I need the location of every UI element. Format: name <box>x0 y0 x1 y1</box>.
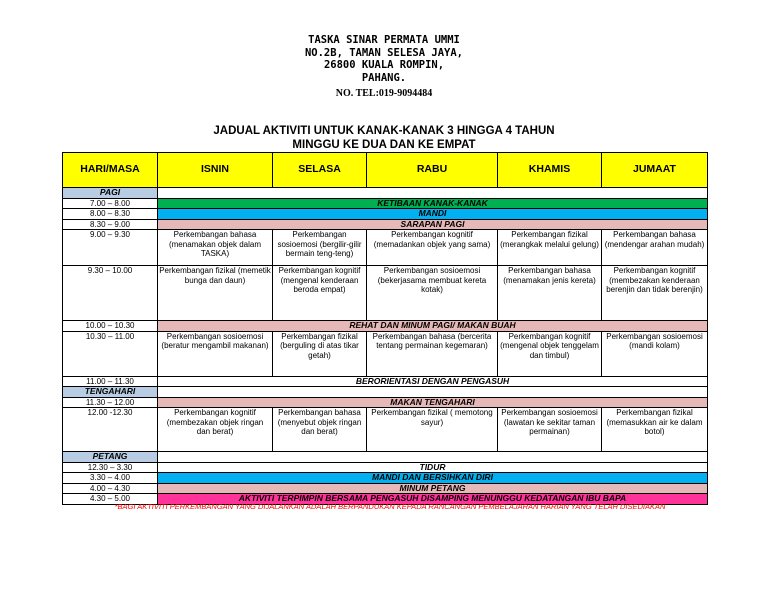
routine-band: MANDI DAN BERSIHKAN DIRI <box>158 473 708 484</box>
column-header: KHAMIS <box>498 153 602 188</box>
section-spacer <box>158 188 708 199</box>
footnote: *BAGI AKTIVITI PERKEMBANGAN YANG DIJALANKAN ADALAH BERPANDUKAN KEPADA RANCANGAN PEMBELAJARAN HARIAN YANG TELAH DISEDIAKAN <box>114 502 666 511</box>
activity-cell: Perkembangan fizikal (memetik bunga dan daun) <box>158 266 273 321</box>
activity-cell: Perkembangan fizikal ( memotong sayur) <box>367 408 498 452</box>
document-title <box>0 124 768 152</box>
column-header: RABU <box>367 153 498 188</box>
time-slot: 10.00 – 10.30 <box>63 321 158 332</box>
title-line-1: JADUAL AKTIVITI UNTUK KANAK-KANAK 3 HINGGA 4 TAHUN <box>213 125 555 137</box>
table-row <box>63 408 708 452</box>
time-slot: 12.00 -12.30 <box>63 408 158 452</box>
table-row <box>63 376 708 387</box>
time-slot: 9.00 – 9.30 <box>63 230 158 266</box>
time-slot: 8.00 – 8.30 <box>63 209 158 220</box>
routine-band: REHAT DAN MINUM PAGI/ MAKAN BUAH <box>158 321 708 332</box>
activity-cell: Perkembangan sosioemosi (bekerjasama membuat kereta kotak) <box>367 266 498 321</box>
routine-band: TIDUR <box>158 462 708 473</box>
activity-cell: Perkembangan sosioemosi (mandi kolam) <box>602 331 708 376</box>
section-spacer <box>158 452 708 463</box>
column-header: JUMAAT <box>602 153 708 188</box>
table-row <box>63 397 708 408</box>
activity-cell: Perkembangan kognitif (mengenal kenderaan beroda empat) <box>273 266 367 321</box>
activity-cell: Perkembangan bahasa (menamakan jenis kereta) <box>498 266 602 321</box>
column-header: SELASA <box>273 153 367 188</box>
column-header: HARI/MASA <box>63 153 158 188</box>
table-row <box>63 198 708 209</box>
table-row <box>63 331 708 376</box>
table-row <box>63 266 708 321</box>
table-row <box>63 219 708 230</box>
time-slot: 8.30 – 9.00 <box>63 219 158 230</box>
activity-cell: Perkembangan fizikal (merangkak melalui gelung) <box>498 230 602 266</box>
table-row <box>63 473 708 484</box>
section-label: PAGI <box>63 188 158 199</box>
routine-band: MAKAN TENGAHARI <box>158 397 708 408</box>
time-slot: 9.30 – 10.00 <box>63 266 158 321</box>
activity-cell: Perkembangan sosioemosi (bergilir-gilir bermain teng-teng) <box>273 230 367 266</box>
activity-cell: Perkembangan bahasa (mendengar arahan mudah) <box>602 230 708 266</box>
routine-band: AKTIVITI TERPIMPIN BERSAMA PENGASUH DISAMPING MENUNGGU KEDATANGAN IBU BAPA <box>158 494 708 505</box>
activity-cell: Perkembangan kognitif (membezakan objek ringan dan berat) <box>158 408 273 452</box>
routine-band: KETIBAAN KANAK-KANAK <box>158 198 708 209</box>
table-row <box>63 230 708 266</box>
table-row <box>63 387 708 398</box>
activity-cell: Perkembangan kognitif (memadankan objek yang sama) <box>367 230 498 266</box>
routine-band: MINUM PETANG <box>158 483 708 494</box>
activity-cell: Perkembangan sosioemosi (beratur mengambil makanan) <box>158 331 273 376</box>
activity-cell: Perkembangan bahasa (menyebut objek ringan dan berat) <box>273 408 367 452</box>
section-label: TENGAHARI <box>63 387 158 398</box>
activity-cell: Perkembangan fizikal (memasukkan air ke dalam botol) <box>602 408 708 452</box>
routine-band: MANDI <box>158 209 708 220</box>
activity-cell: Perkembangan sosioemosi (lawatan ke sekitar taman permainan) <box>498 408 602 452</box>
school-telephone: NO. TEL:019-9094484 <box>335 88 433 99</box>
title-line-2: MINGGU KE DUA DAN KE EMPAT <box>292 139 476 151</box>
activity-cell: Perkembangan bahasa (menamakan objek dalam TASKA) <box>158 230 273 266</box>
table-row <box>63 209 708 220</box>
school-address-line-1: NO.2B, TAMAN SELESA JAYA, <box>304 46 464 59</box>
section-label: PETANG <box>63 452 158 463</box>
activity-cell: Perkembangan kognitif (membezakan kenderaan berenjin dan tidak berenjin) <box>602 266 708 321</box>
time-slot: 4.30 – 5.00 <box>63 494 158 505</box>
school-address-line-3: PAHANG. <box>361 71 407 84</box>
time-slot: 7.00 – 8.00 <box>63 198 158 209</box>
school-address-line-2: 26800 KUALA ROMPIN, <box>323 59 445 71</box>
school-header <box>0 34 768 84</box>
routine-band: BERORIENTASI DENGAN PENGASUH <box>158 376 708 387</box>
table-row <box>63 452 708 463</box>
time-slot: 11.30 – 12.00 <box>63 397 158 408</box>
table-row <box>63 188 708 199</box>
table-row <box>63 462 708 473</box>
section-spacer <box>158 387 708 398</box>
routine-band: SARAPAN PAGI <box>158 219 708 230</box>
school-name: TASKA SINAR PERMATA UMMI <box>308 34 460 46</box>
time-slot: 4.00 – 4.30 <box>63 483 158 494</box>
time-slot: 11.00 – 11.30 <box>63 376 158 387</box>
schedule-table <box>62 152 708 505</box>
table-row <box>63 321 708 332</box>
column-header: ISNIN <box>158 153 273 188</box>
time-slot: 3.30 – 4.00 <box>63 473 158 484</box>
activity-cell: Perkembangan bahasa (bercerita tentang permainan kegemaran) <box>367 331 498 376</box>
table-header-row <box>63 153 708 188</box>
activity-cell: Perkembangan kognitif (mengenal objek tenggelam dan timbul) <box>498 331 602 376</box>
time-slot: 10.30 – 11.00 <box>63 331 158 376</box>
activity-cell: Perkembangan fizikal (berguling di atas tikar getah) <box>273 331 367 376</box>
time-slot: 12.30 – 3.30 <box>63 462 158 473</box>
table-row <box>63 483 708 494</box>
